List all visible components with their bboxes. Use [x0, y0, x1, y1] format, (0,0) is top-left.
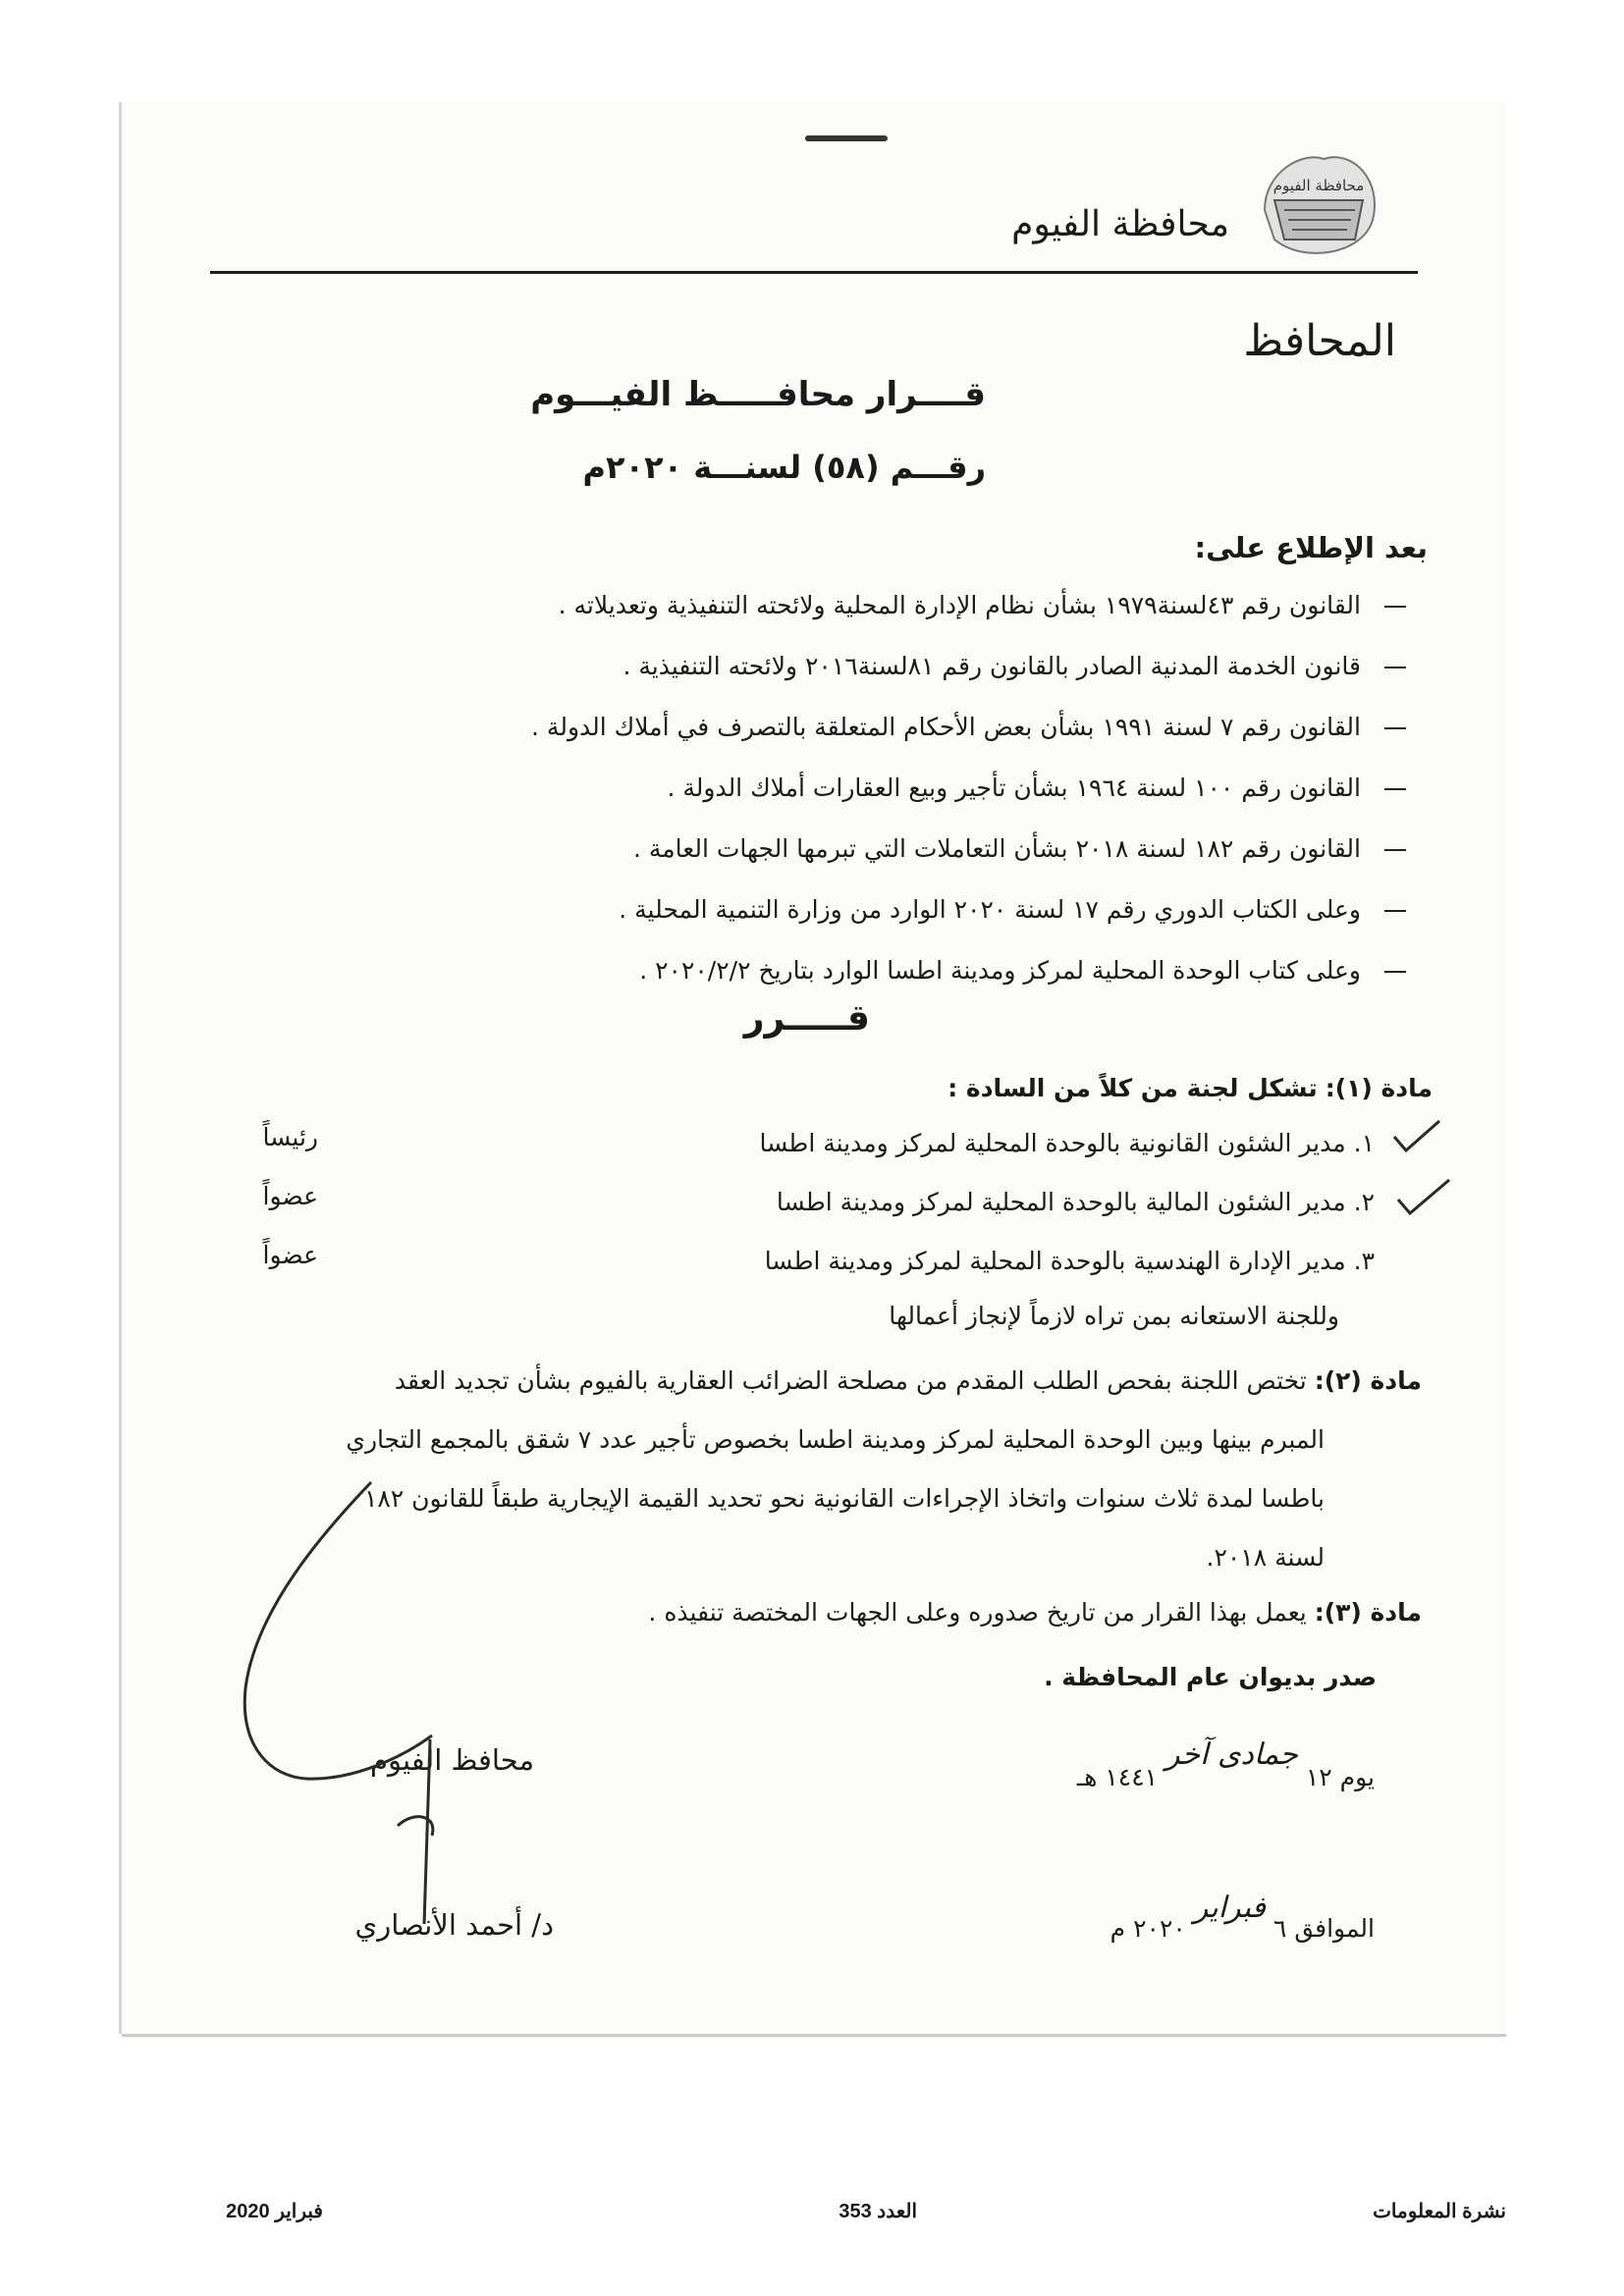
greg-day: ٦: [1272, 1914, 1287, 1943]
dash-bullet: [1384, 788, 1406, 790]
article-3-text: يعمل بهذا القرار من تاريخ صدوره وعلى الجهات المختصة تنفيذه .: [648, 1598, 1307, 1627]
preamble-item: القانون رقم ١٠٠ لسنة ١٩٦٤ بشأن تأجير وبيع العقارات أملاك الدولة .: [667, 774, 1406, 802]
decision-heading: قـــــرر: [743, 998, 870, 1039]
article-2-line-4: لسنة ٢٠١٨.: [1206, 1543, 1325, 1572]
greg-month: فبراير: [1193, 1891, 1266, 1925]
preamble-item: وعلى كتاب الوحدة المحلية لمركز ومدينة اطسا الوارد بتاريخ ٢٠٢٠/٢/٢ .: [639, 956, 1406, 985]
preamble-item: القانون رقم ٤٣لسنة١٩٧٩ بشأن نظام الإدارة المحلية ولائحته التنفيذية وتعديلاته .: [559, 591, 1406, 619]
dash-bullet: [1384, 849, 1406, 851]
logo-text: محافظة الفيوم: [1272, 177, 1365, 194]
dash-bullet: [1384, 910, 1406, 912]
hijri-date: [1076, 1737, 1375, 1793]
office-label: المحافظ: [1243, 316, 1396, 366]
decree-number: رقـــم (٥٨) لسنـــة ٢٠٢٠م: [582, 449, 986, 486]
hijri-prefix: يوم: [1339, 1763, 1375, 1791]
greg-year: ٢٠٢٠ م: [1110, 1914, 1186, 1943]
article-3: [648, 1598, 1422, 1627]
gregorian-date: [1110, 1891, 1375, 1945]
article-2-head: مادة (٢):: [1314, 1366, 1422, 1395]
dash-bullet: [1384, 971, 1406, 973]
committee-note: وللجنة الاستعانه بمن تراه لازماً لإنجاز أعمالها: [889, 1302, 1339, 1330]
preamble-item: القانون رقم ٧ لسنة ١٩٩١ بشأن بعض الأحكام المتعلقة بالتصرف في أملاك الدولة .: [531, 713, 1406, 741]
hijri-month: جمادى آخر: [1165, 1737, 1298, 1772]
punch-mark: [805, 135, 888, 141]
member-2-role: عضواً: [262, 1182, 318, 1210]
footer-issue: العدد 353: [839, 2201, 917, 2222]
member-1-name: ١. مدير الشئون القانونية بالوحدة المحلية لمركز ومدينة اطسا: [759, 1129, 1375, 1157]
member-2-name: ٢. مدير الشئون المالية بالوحدة المحلية لمركز ومدينة اطسا: [776, 1188, 1375, 1216]
decree-title: قــــرار محافـــــظ الفيـــوم: [530, 375, 986, 414]
header-divider: [210, 271, 1418, 274]
member-3-role: عضواً: [262, 1241, 318, 1269]
hijri-day: ١٢: [1305, 1763, 1332, 1791]
article-2-line-3: باطسا لمدة ثلاث سنوات واتخاذ الإجراءات القانونية نحو تحديد القيمة الإيجارية طبقاً للقانون ١٨٢: [363, 1484, 1325, 1513]
article-3-head: مادة (٣):: [1314, 1598, 1422, 1627]
article-1-head: مادة (١):: [1325, 1074, 1433, 1102]
dash-bullet: [1384, 667, 1406, 668]
signature-title: محافظ الفيوم: [370, 1743, 534, 1777]
article-2-line-1: مادة (٢): تختص اللجنة بفحص الطلب المقدم من مصلحة الضرائب العقارية بالفيوم بشأن تجديد العقد: [394, 1366, 1422, 1395]
greg-prefix: الموافق: [1294, 1914, 1375, 1943]
governorate-name: محافظة الفيوم: [1011, 204, 1229, 244]
hijri-year: ١٤٤١ هـ: [1076, 1763, 1159, 1791]
signer-name: د/ أحمد الأنصاري: [354, 1908, 554, 1942]
preamble-intro: بعد الإطلاع على:: [1194, 531, 1428, 564]
member-1-role: رئيساً: [262, 1123, 318, 1151]
member-3-name: ٣. مدير الإدارة الهندسية بالوحدة المحلية لمركز ومدينة اطسا: [764, 1247, 1375, 1275]
governorate-logo: [1245, 141, 1392, 279]
footer-date: فبراير 2020: [226, 2201, 323, 2222]
article-1: [947, 1074, 1433, 1102]
article-2-line-2: المبرم بينها وبين الوحدة المحلية لمركز ومدينة اطسا بخصوص تأجير عدد ٧ شقق بالمجمع التجاري: [346, 1425, 1325, 1454]
preamble-item: القانون رقم ١٨٢ لسنة ٢٠١٨ بشأن التعاملات التي تبرمها الجهات العامة .: [633, 834, 1406, 863]
preamble-item: قانون الخدمة المدنية الصادر بالقانون رقم ٨١لسنة٢٠١٦ ولائحته التنفيذية .: [623, 652, 1406, 680]
issued-statement: صدر بديوان عام المحافظة .: [1044, 1663, 1377, 1691]
dash-bullet: [1384, 727, 1406, 729]
dash-bullet: [1384, 606, 1406, 608]
article-1-text: تشكل لجنة من كلاً من السادة :: [947, 1074, 1318, 1102]
preamble-item: وعلى الكتاب الدوري رقم ١٧ لسنة ٢٠٢٠ الوارد من وزارة التنمية المحلية .: [619, 895, 1406, 924]
footer-publication: نشرة المعلومات: [1373, 2201, 1506, 2222]
